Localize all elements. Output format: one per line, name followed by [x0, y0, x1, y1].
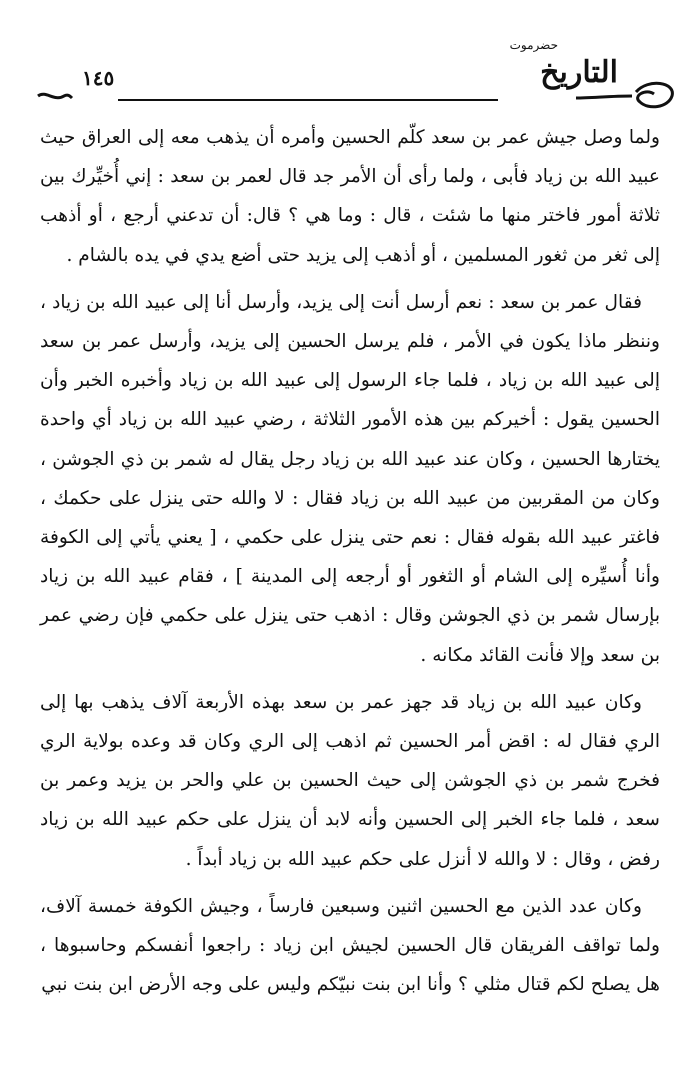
body-text: [40, 118, 660, 1004]
right-swash: [576, 96, 632, 98]
right-flourish: [636, 83, 672, 107]
book-title: التاريخ: [540, 55, 618, 90]
paragraph: فقال عمر بن سعد : نعم أرسل أنت إلى يزيد، وأرسل أنا إلى عبيد الله بن زياد ، وننظر ماذا يكون في الأمر ، فلم يرسل الحسين إلى يزيد، وأرسل عمر بن سعد إلى عبيد الله بن زياد ، فلما جاء الرسول إلى عبيد الله بن زياد وأخبره الخبر وأن الحسين يقول : أخيركم بين هذه الأمور الثلاثة ، رضي عبيد الله بن زياد أي واحدة يختارها الحسين ، وكان عند عبيد الله بن زياد رجل يقال له شمر بن ذي الجوشن ، وكان من المقربين من عبيد الله بن زياد فقال : لا والله حتى ينزل على حكمك ، فاغتر عبيد الله بقوله فقال : نعم حتى ينزل على حكمي ، [ يعني يأتي إلى الكوفة وأنا أُسيِّره إلى الشام أو الثغور أو أرجعه إلى المدينة ] ، فقام عبيد الله بن زياد بإرسال شمر بن ذي الجوشن وقال : اذهب حتى ينزل على حكمي فإن رضي عمر بن سعد وإلا فأنت القائد مكانه .: [40, 291, 660, 666]
title-caption: حضرموت: [509, 38, 558, 52]
paragraph: وكان عدد الذين مع الحسين اثنين وسبعين فارساً ، وجيش الكوفة خمسة آلاف، ولما تواقف الفريقان قال الحسين لجيش ابن زياد : راجعوا أنفسكم وحاسبوها ، هل يصلح لكم قتال مثلي ؟ وأنا ابن بنت نبيّكم وليس على وجه الأرض ابن بنت نبي: [40, 895, 660, 996]
paragraph: ولما وصل جيش عمر بن سعد كلّم الحسين وأمره أن يذهب معه إلى العراق حيث عبيد الله بن زياد فأبى ، ولما رأى أن الأمر جد قال لعمر بن سعد : إني أُخيِّرك بين ثلاثة أمور فاختر منها ما شئت ، قال : وما هي ؟ قال: أن تدعني أرجع ، أو أذهب إلى ثغر من ثغور المسلمين ، أو أذهب إلى يزيد حتى أضع يدي في يده بالشام .: [40, 127, 660, 266]
left-swash: [38, 94, 72, 98]
running-header: [36, 38, 678, 114]
page-number: ١٤٥: [82, 66, 115, 90]
paragraph: وكان عبيد الله بن زياد قد جهز عمر بن سعد بهذه الأربعة آلاف يذهب بها إلى الري فقال له : اقض أمر الحسين ثم اذهب إلى الري وكان قد وعده بولاية الري فخرج شمر بن ذي الجوشن إلى حيث الحسين بن علي والحر بن يزيد وعمر بن سعد ، فلما جاء الخبر إلى الحسين وأنه لابد أن ينزل على حكم عبيد الله بن زياد رفض ، وقال : لا والله لا أنزل على حكم عبيد الله بن زياد أبداً .: [40, 691, 660, 870]
